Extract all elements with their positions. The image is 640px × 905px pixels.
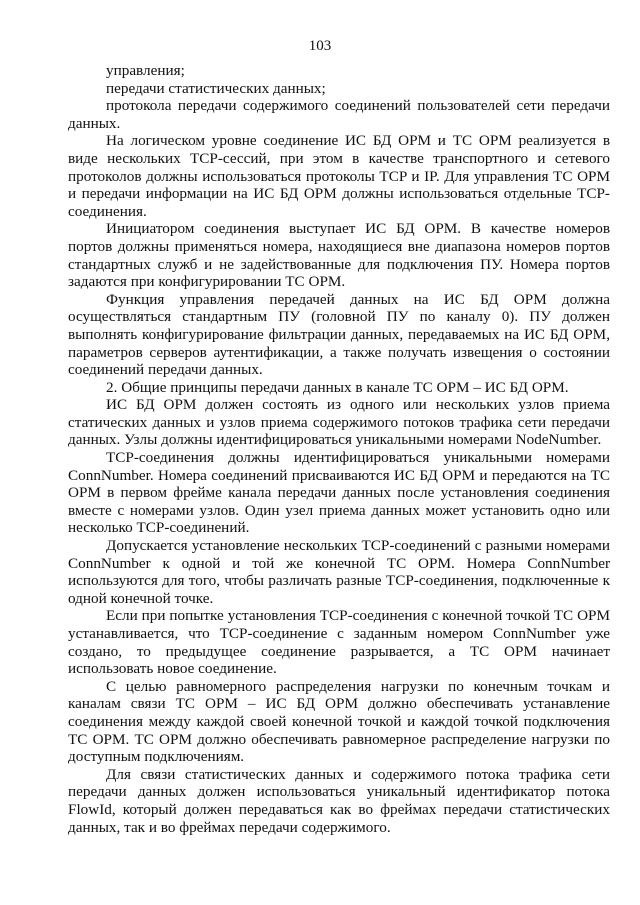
paragraph: TCP-соединения должны идентифицироваться уникальными номерами ConnNumber. Номера соединений присваиваются ИС БД ОРМ и передаются на ТС ОРМ в первом фрейме канала передачи данных после установления соединения вместе с номерами узлов. Один узел приема данных может установить одно или несколько TCP-соединений.: [68, 449, 610, 537]
paragraph: Инициатором соединения выступает ИС БД ОРМ. В качестве номеров портов должны применяться номера, находящиеся вне диапазона номеров портов стандартных служб и не задействованные для подключения ПУ. Номера портов задаются при конфигурировании ТС ОРМ.: [68, 220, 610, 291]
paragraph: 2. Общие принципы передачи данных в канале ТС ОРМ – ИС БД ОРМ.: [106, 378, 569, 396]
paragraph: управления;: [106, 62, 185, 79]
paragraph: протокола передачи содержимого соединений пользователей сети передачи данных.: [68, 97, 610, 132]
paragraph: Функция управления передачей данных на ИС БД ОРМ должна осуществляться стандартным ПУ (головной ПУ по каналу 0). ПУ должен выполнять конфигурирование фильтрации данных, передаваемых на ИС БД ОРМ, параметров серверов аутентификации, а также получать извещения о состоянии соединений передачи данных.: [68, 290, 610, 379]
paragraph: Если при попытке установления TCP-соединения с конечной точкой ТС ОРМ устанавливается, что TCP-соединение с заданным номером ConnNumber уже создано, то предыдущее соединение разрывается, а ТС ОРМ начинает использовать новое соединение.: [68, 607, 610, 678]
paragraph: передачи статистических данных;: [106, 79, 326, 97]
paragraph: С целью равномерного распределения нагрузки по конечным точкам и каналам связи ТС ОРМ – ИС БД ОРМ должно обеспечивать устанавление соединения между каждой своей конечной точкой и каждой точкой подключения ТС ОРМ. ТС ОРМ должно обеспечивать равномерное распределение нагрузки по доступным подключениям.: [68, 677, 610, 766]
paragraph: Допускается установление нескольких TCP-соединений с разными номерами ConnNumber к одной и той же конечной ТС ОРМ. Номера ConnNumber используются для того, чтобы различать разные TCP-соединения, подключенные к одной конечной точке.: [68, 537, 610, 607]
document-body: [68, 62, 610, 836]
paragraph: Для связи статистических данных и содержимого потока трафика сети передачи данных должен использоваться уникальный идентификатор потока FlowId, который должен передаваться как во фреймах передачи статистических данных, так и во фреймах передачи содержимого.: [68, 765, 610, 836]
page-number: 103: [308, 38, 332, 54]
paragraph: ИС БД ОРМ должен состоять из одного или нескольких узлов приема статических данных и узлов приема содержимого потоков трафика сети передачи данных. Узлы должны идентифицироваться уникальными номерами NodeNumber.: [68, 396, 610, 449]
paragraph: На логическом уровне соединение ИС БД ОРМ и ТС ОРМ реализуется в виде нескольких TCP-сессий, при этом в качестве транспортного и сетевого протоколов должны использоваться протоколы TCP и IP. Для управления ТС ОРМ и передачи информации на ИС БД ОРМ должны использоваться отдельные TCP-соединения.: [68, 132, 610, 220]
